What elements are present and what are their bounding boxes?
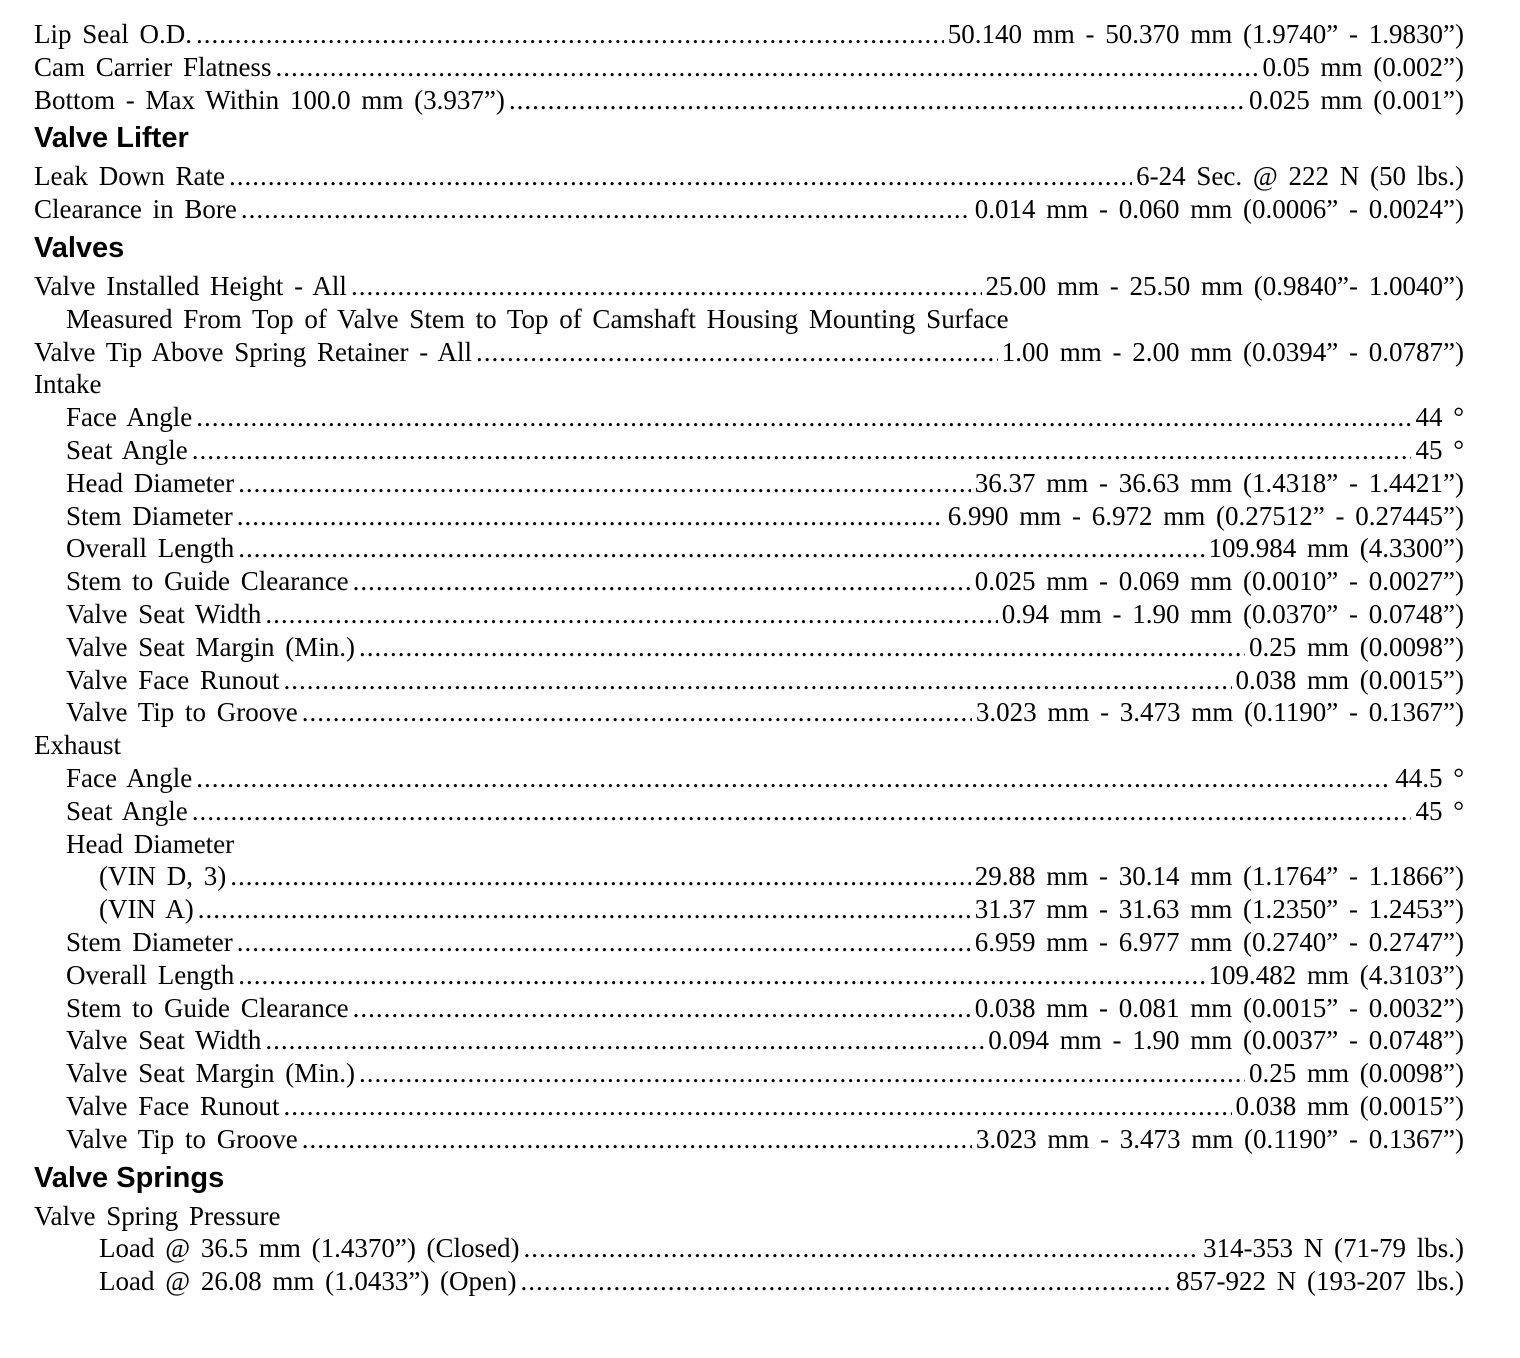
spec-label: Cam Carrier Flatness: [34, 51, 272, 82]
spec-label: Valve Seat Margin (Min.): [66, 631, 355, 662]
subsection-title-spring-pressure: Valve Spring Pressure: [34, 1200, 281, 1231]
spec-value: 109.984 mm (4.3300”): [1208, 533, 1464, 564]
spec-value: 0.038 mm - 0.081 mm (0.0015” - 0.0032”): [974, 992, 1464, 1023]
leader-dots: [192, 795, 1412, 828]
spec-label: (VIN A): [99, 894, 194, 925]
spec-value: 109.482 mm (4.3103”): [1208, 959, 1464, 990]
spec-value: 6.959 mm - 6.977 mm (0.2740” - 0.2747”): [974, 926, 1464, 957]
spec-label: Stem to Guide Clearance: [66, 992, 349, 1023]
spec-row-exhaust-stem-diameter: [34, 926, 1464, 959]
spec-label: Bottom - Max Within 100.0 mm (3.937”): [34, 84, 505, 115]
spec-row-intake-face-runout: [34, 664, 1464, 697]
spec-value: 45 °: [1415, 434, 1464, 465]
leader-dots: [351, 270, 982, 303]
leader-dots: [196, 18, 944, 51]
leader-dots: [359, 631, 1245, 664]
spec-row-exhaust-face-runout: [34, 1090, 1464, 1123]
leader-dots: [196, 762, 1391, 795]
spec-label: Valve Seat Width: [66, 1025, 262, 1056]
spec-value: 36.37 mm - 36.63 mm (1.4318” - 1.4421”): [974, 467, 1464, 498]
spec-label: Face Angle: [66, 762, 193, 793]
leader-dots: [521, 1265, 1172, 1298]
spec-value: 0.094 mm - 1.90 mm (0.0037” - 0.0748”): [988, 1025, 1464, 1056]
spec-row-bottom-max: [34, 84, 1464, 117]
spec-row-exhaust-overall-length: [34, 959, 1464, 992]
spec-label: Clearance in Bore: [34, 194, 237, 225]
spec-row-exhaust-stem-guide-clearance: [34, 992, 1464, 1025]
spec-value: 45 °: [1415, 795, 1464, 826]
spec-label: Stem Diameter: [66, 926, 233, 957]
spec-value: 3.023 mm - 3.473 mm (0.1190” - 0.1367”): [975, 1123, 1464, 1154]
leader-dots: [230, 860, 971, 893]
spec-value: 50.140 mm - 50.370 mm (1.9740” - 1.9830”): [947, 19, 1464, 49]
spec-value: 6-24 Sec. @ 222 N (50 lbs.): [1136, 161, 1464, 192]
spec-row-intake-seat-width: [34, 598, 1464, 631]
spec-row-spring-load-open: [34, 1265, 1464, 1298]
spec-row-exhaust-seat-angle: [34, 795, 1464, 828]
spec-row-exhaust-seat-width: [34, 1024, 1464, 1057]
leader-dots: [476, 336, 998, 369]
spec-row-intake-head-diameter: [34, 467, 1464, 500]
leader-dots: [237, 926, 971, 959]
spec-label: Load @ 36.5 mm (1.4370”) (Closed): [99, 1233, 520, 1264]
section-heading-valves: Valves: [34, 231, 125, 264]
spec-value: 0.05 mm (0.002”): [1262, 51, 1464, 82]
leader-dots: [353, 992, 971, 1025]
leader-dots: [283, 1090, 1231, 1123]
leader-dots: [265, 1024, 984, 1057]
spec-label: Seat Angle: [66, 795, 188, 826]
spec-row-valve-installed-height: [34, 270, 1464, 303]
spec-row-spring-load-closed: [34, 1232, 1464, 1265]
installed-height-note: Measured From Top of Valve Stem to Top of Camshaft Housing Mounting Surface: [66, 303, 1009, 334]
spec-row-cam-carrier-flatness: [34, 51, 1464, 84]
spec-label: Stem Diameter: [66, 500, 233, 531]
spec-value: 314-353 N (71-79 lbs.): [1203, 1233, 1464, 1264]
spec-row-exhaust-head-diameter-vin-a: [34, 893, 1464, 926]
spec-row-intake-overall-length: [34, 532, 1464, 565]
spec-row-exhaust-face-angle: [34, 762, 1464, 795]
spec-row-exhaust-tip-to-groove: [34, 1123, 1464, 1156]
leader-dots: [302, 1123, 972, 1156]
spec-label: Overall Length: [66, 959, 235, 990]
subsection-title-exhaust: Exhaust: [34, 730, 121, 761]
spec-value: 29.88 mm - 30.14 mm (1.1764” - 1.1866”): [974, 861, 1464, 892]
spec-label: Valve Face Runout: [66, 1090, 280, 1121]
spec-label: (VIN D, 3): [99, 861, 227, 892]
spec-label: Valve Seat Width: [66, 598, 262, 629]
spec-value: 1.00 mm - 2.00 mm (0.0394” - 0.0787”): [1001, 336, 1464, 367]
spec-value: 0.94 mm - 1.90 mm (0.0370” - 0.0748”): [1001, 598, 1464, 629]
leader-dots: [198, 893, 971, 926]
leader-dots: [359, 1057, 1245, 1090]
spec-row-clearance-in-bore: [34, 193, 1464, 226]
spec-label: Seat Angle: [66, 434, 188, 465]
leader-dots: [283, 664, 1231, 697]
leader-dots: [238, 532, 1204, 565]
spec-row-intake-tip-to-groove: [34, 696, 1464, 729]
spec-label: Load @ 26.08 mm (1.0433”) (Open): [99, 1266, 517, 1297]
spec-label: Valve Tip to Groove: [66, 697, 298, 728]
spec-value: 31.37 mm - 31.63 mm (1.2350” - 1.2453”): [974, 894, 1464, 925]
leader-dots: [237, 500, 944, 533]
spec-label: Valve Face Runout: [66, 664, 280, 695]
spec-value: 6.990 mm - 6.972 mm (0.27512” - 0.27445”): [947, 500, 1464, 531]
subsection-title-intake: Intake: [34, 369, 102, 400]
spec-row-intake-seat-angle: [34, 434, 1464, 467]
spec-label: Stem to Guide Clearance: [66, 566, 349, 597]
leader-dots: [241, 193, 971, 226]
spec-label: Lip Seal O.D.: [34, 19, 192, 49]
spec-row-exhaust-seat-margin: [34, 1057, 1464, 1090]
spec-label: Face Angle: [66, 402, 193, 433]
spec-row-intake-face-angle: [34, 401, 1464, 434]
leader-dots: [196, 401, 1411, 434]
spec-row-lip-seal: [34, 18, 1464, 51]
spec-value: 44 °: [1415, 402, 1464, 433]
spec-value: 44.5 °: [1395, 762, 1464, 793]
leader-dots: [302, 696, 972, 729]
leader-dots: [229, 160, 1132, 193]
spec-row-exhaust-head-diameter-vin-d3: [34, 860, 1464, 893]
spec-label: Overall Length: [66, 533, 235, 564]
leader-dots: [238, 467, 971, 500]
spec-label: Valve Tip to Groove: [66, 1123, 298, 1154]
spec-row-intake-seat-margin: [34, 631, 1464, 664]
spec-row-leak-down-rate: [34, 160, 1464, 193]
spec-value: 0.014 mm - 0.060 mm (0.0006” - 0.0024”): [974, 194, 1464, 225]
section-heading-valve-springs: Valve Springs: [34, 1161, 225, 1194]
spec-value: 0.025 mm (0.001”): [1249, 84, 1464, 115]
spec-row-intake-stem-diameter: [34, 500, 1464, 533]
leader-dots: [265, 598, 997, 631]
leader-dots: [192, 434, 1412, 467]
spec-value: 3.023 mm - 3.473 mm (0.1190” - 0.1367”): [975, 697, 1464, 728]
spec-value: 0.038 mm (0.0015”): [1235, 664, 1464, 695]
leader-dots: [275, 51, 1258, 84]
spec-value: 0.025 mm - 0.069 mm (0.0010” - 0.0027”): [974, 566, 1464, 597]
spec-label: Leak Down Rate: [34, 161, 225, 192]
spec-value: 857-922 N (193-207 lbs.): [1176, 1266, 1464, 1297]
spec-label: Head Diameter: [66, 467, 235, 498]
spec-value: 25.00 mm - 25.50 mm (0.9840”- 1.0040”): [985, 270, 1464, 301]
spec-value: 0.25 mm (0.0098”): [1249, 631, 1464, 662]
spec-value: 0.038 mm (0.0015”): [1235, 1090, 1464, 1121]
spec-row-intake-stem-guide-clearance: [34, 565, 1464, 598]
spec-row-valve-tip-above-retainer: [34, 336, 1464, 369]
spec-label: Valve Seat Margin (Min.): [66, 1058, 355, 1089]
subsection-title-head-diameter: Head Diameter: [66, 828, 235, 859]
spec-page: [34, 18, 1464, 1298]
leader-dots: [524, 1232, 1199, 1265]
leader-dots: [509, 84, 1245, 117]
section-heading-valve-lifter: Valve Lifter: [34, 122, 189, 155]
spec-value: 0.25 mm (0.0098”): [1249, 1058, 1464, 1089]
spec-label: Valve Installed Height - All: [34, 270, 347, 301]
leader-dots: [238, 959, 1204, 992]
leader-dots: [353, 565, 971, 598]
spec-label: Valve Tip Above Spring Retainer - All: [34, 336, 472, 367]
